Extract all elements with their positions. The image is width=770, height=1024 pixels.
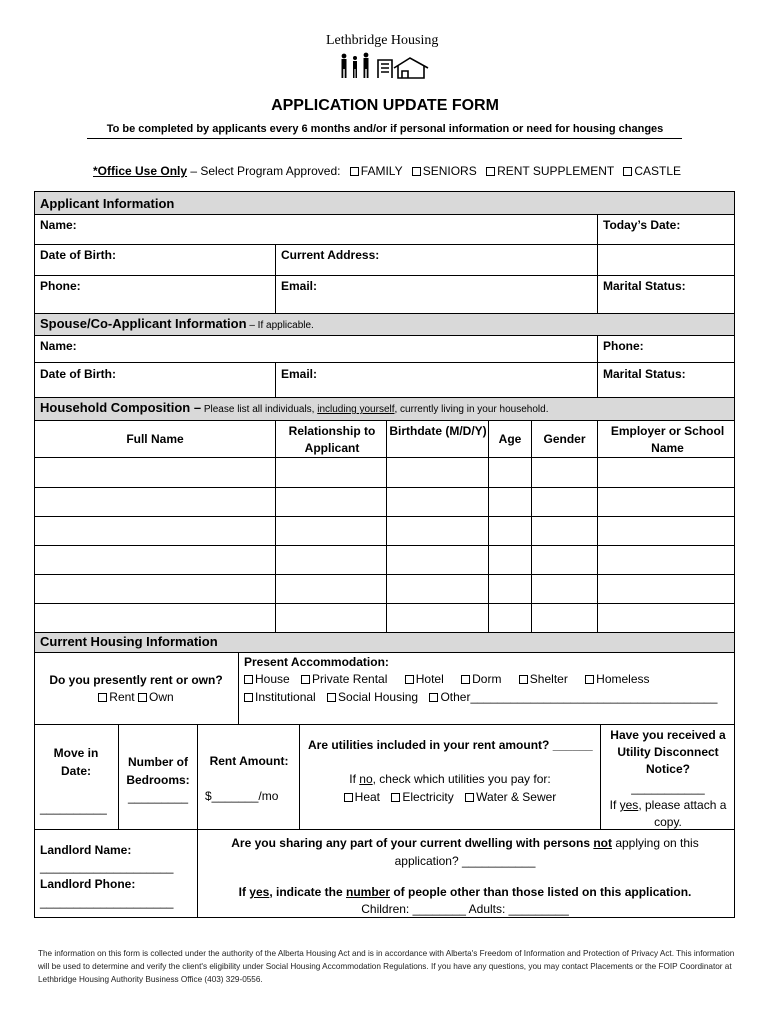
org-logo-text: Lethbridge Housing [326, 33, 439, 48]
spouse-section-heading: Spouse/Co-Applicant Information – If applicable. [40, 316, 314, 331]
current-address-field[interactable]: Current Address: [281, 248, 380, 262]
accommodation-row-2 [244, 690, 717, 704]
move-in-date-input[interactable]: __________ [40, 801, 107, 815]
sharing-question: Are you sharing any part of your current dwelling with persons not applying on this application? ___________ [231, 836, 699, 868]
office-use-row [93, 164, 681, 178]
form-title: APPLICATION UPDATE FORM [271, 97, 499, 114]
program-family-checkbox[interactable]: FAMILY [350, 164, 403, 178]
utilities-question: Are utilities included in your rent amount? ______ [308, 738, 593, 752]
disconnect-notice-question: Have you received a Utility Disconnect Notice? [610, 728, 726, 776]
landlord-phone-input[interactable]: ____________________ [40, 895, 174, 909]
landlord-name-input[interactable]: ____________________ [40, 860, 174, 874]
hotel-checkbox[interactable]: Hotel [405, 672, 444, 686]
social-housing-checkbox[interactable]: Social Housing [327, 690, 418, 704]
house-checkbox[interactable]: House [244, 672, 290, 686]
utilities-options [300, 790, 600, 804]
utilities-instruction: If no, check which utilities you pay for: [349, 772, 551, 786]
program-seniors-checkbox[interactable]: SENIORS [412, 164, 477, 178]
program-rent-supplement-checkbox[interactable]: RENT SUPPLEMENT [486, 164, 614, 178]
rent-amount-input[interactable]: $_______/mo [205, 789, 279, 803]
col-birthdate: Birthdate (M/D/Y) [389, 424, 487, 438]
rent-checkbox[interactable]: Rent [98, 690, 134, 704]
spouse-phone-field[interactable]: Phone: [603, 339, 644, 353]
bedrooms-input[interactable]: _________ [128, 790, 189, 804]
rent-amount-label: Rent Amount: [209, 754, 289, 768]
program-castle-checkbox[interactable]: CASTLE [623, 164, 681, 178]
applicant-phone-field[interactable]: Phone: [40, 279, 81, 293]
spouse-marital-field[interactable]: Marital Status: [603, 367, 686, 381]
rent-own-options [36, 690, 236, 704]
present-accommodation-label: Present Accommodation: [244, 655, 389, 669]
applicant-dob-field[interactable]: Date of Birth: [40, 248, 116, 262]
org-logo-icon [338, 52, 434, 80]
spouse-dob-field[interactable]: Date of Birth: [40, 367, 116, 381]
applicant-email-field[interactable]: Email: [281, 279, 318, 293]
homeless-checkbox[interactable]: Homeless [585, 672, 649, 686]
accommodation-row-1 [244, 672, 650, 686]
col-age: Age [498, 432, 522, 446]
col-relationship: Relationship to Applicant [288, 424, 376, 455]
form-subtitle: To be completed by applicants every 6 months and/or if personal information or need for housing changes [106, 123, 664, 135]
disconnect-notice-input[interactable]: ___________ [631, 781, 705, 795]
applicant-section-heading: Applicant Information [40, 196, 175, 211]
bedrooms-label: Number of Bedrooms: [126, 755, 190, 787]
office-use-prompt: – Select Program Approved: [187, 164, 341, 178]
privacy-footer: The information on this form is collected under the authority of the Alberta Housing Act and is in accordance with Alberta's Freedom of Information and Protection of Privacy Act. This information will be used to determine and verify the client's eligibility under Social Housing Accommodation Regulations. If you have any questions, you may contact Placements or the FOIP Coordinator at Lethbridge Housing Authority Business Office (403) 329-0556. [38, 949, 735, 984]
other-occupants-instruction: If yes, indicate the number of people other than those listed on this application. [238, 885, 692, 899]
dorm-checkbox[interactable]: Dorm [461, 672, 501, 686]
water-sewer-checkbox[interactable]: Water & Sewer [465, 790, 556, 804]
todays-date-field[interactable]: Today’s Date: [603, 218, 681, 232]
institutional-checkbox[interactable]: Institutional [244, 690, 316, 704]
household-section-heading: Household Composition – Please list all individuals, including yourself, currently living in your household. [40, 400, 549, 415]
shelter-checkbox[interactable]: Shelter [519, 672, 568, 686]
office-use-label: *Office Use Only [93, 164, 188, 178]
rent-own-question: Do you presently rent or own? [49, 673, 223, 687]
other-checkbox[interactable]: Other_____________________________________ [429, 690, 717, 704]
applicant-marital-field[interactable]: Marital Status: [603, 279, 686, 293]
landlord-name-label: Landlord Name: [40, 843, 132, 857]
electricity-checkbox[interactable]: Electricity [391, 790, 453, 804]
col-gender: Gender [543, 432, 586, 446]
children-adults-input[interactable]: Children: ________ Adults: _________ [361, 902, 569, 916]
heat-checkbox[interactable]: Heat [344, 790, 380, 804]
private-rental-checkbox[interactable]: Private Rental [301, 672, 387, 686]
housing-section-heading: Current Housing Information [40, 634, 218, 649]
col-employer: Employer or School Name [610, 424, 725, 455]
spouse-email-field[interactable]: Email: [281, 367, 318, 381]
spouse-name-field[interactable]: Name: [40, 339, 77, 353]
move-in-date-label: Move in Date: [53, 746, 99, 778]
own-checkbox[interactable]: Own [138, 690, 174, 704]
landlord-phone-label: Landlord Phone: [40, 877, 136, 891]
col-full-name: Full Name [126, 432, 184, 446]
disconnect-notice-instruction: If yes, please attach a copy. [609, 798, 727, 829]
applicant-name-field[interactable]: Name: [40, 218, 77, 232]
